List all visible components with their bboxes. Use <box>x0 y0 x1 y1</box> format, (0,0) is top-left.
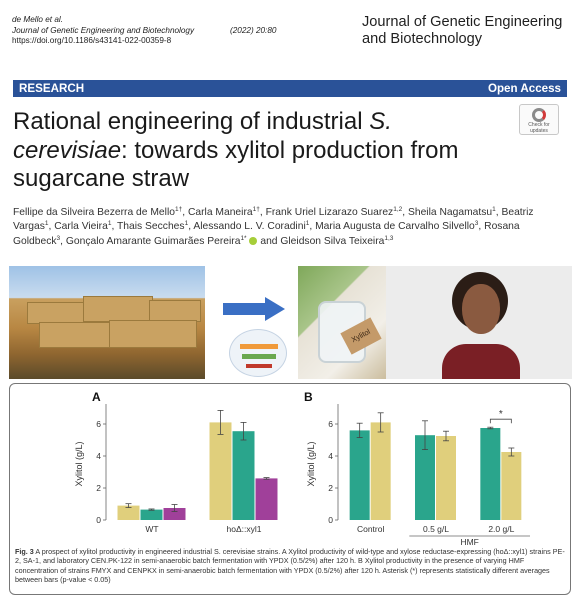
citation-block <box>12 15 277 47</box>
right-arrow-icon <box>223 297 285 321</box>
author-affiliation: 1,3 <box>384 234 394 242</box>
straw-bales-image <box>9 266 205 379</box>
citation-journal: Journal of Genetic Engineering and Biotechnology <box>12 25 195 35</box>
y-tick-label: 2 <box>96 483 101 493</box>
author-affiliation: 1* <box>240 234 247 242</box>
citation-authors: de Mello et al. <box>12 15 63 24</box>
shirt-shape <box>442 344 520 379</box>
author-name[interactable]: Beatriz Vargas <box>13 207 534 233</box>
author-affiliation: 1 <box>184 220 189 228</box>
author-affiliation: 3 <box>56 234 61 242</box>
author-affiliation: 1 <box>107 220 112 228</box>
significance-label: * <box>498 409 503 421</box>
badge-text-2: updates <box>530 127 548 134</box>
update-icon <box>532 108 546 122</box>
face-shape <box>462 284 500 334</box>
plasmid-diagram-icon <box>229 329 287 377</box>
author-name[interactable]: Fellipe da Silveira Bezerra de Mello <box>13 207 175 218</box>
citation-doi[interactable]: https://doi.org/10.1186/s43141-022-00359-8 <box>12 36 172 46</box>
x-tick-label: hoΔ::xyl1 <box>226 524 262 534</box>
bar <box>501 452 521 520</box>
author-affiliation: 1† <box>174 206 183 213</box>
bale-shape <box>83 296 153 322</box>
author-affiliation: 1,2 <box>393 206 403 213</box>
bar <box>256 478 278 520</box>
y-axis-label: Xylitol (g/L) <box>74 441 84 487</box>
bar <box>210 422 232 520</box>
author-list: Fellipe da Silveira Bezerra de Mello$^{1\dagger}$, Carla Maneira$^{1\dagger}$, Frank Uriel Lizarazo Suarez$^{1,2}$, Sheila Nagamatsu$^1$, Beatriz Vargas$^1$, Carla Vieira$^1$, Thais Secches$^1$, Alessando L. V. Coradini$^1$, Maria Augusta de Carvalho Silvello$^3$, Rosana Goldbeck$^3$, Gonçalo Amarante Guimarães Pereira$^{1*}$ and Gleidson Silva Teixeira$^{1,3}$ <box>13 206 534 247</box>
author-affiliation: 1 <box>44 220 49 228</box>
chart-a <box>70 398 295 548</box>
citation-year: (2022) 20:80 <box>230 25 277 35</box>
x-tick-label: 0.5 g/L <box>423 524 449 534</box>
bar <box>436 436 456 520</box>
y-tick-label: 4 <box>96 451 101 461</box>
y-axis-label: Xylitol (g/L) <box>306 441 316 487</box>
woman-photo <box>386 266 572 379</box>
research-label: RESEARCH <box>19 82 85 95</box>
article-title <box>13 108 493 194</box>
research-bar <box>13 80 567 97</box>
y-tick-label: 4 <box>328 451 333 461</box>
process-graphic <box>205 266 295 379</box>
bar <box>371 422 391 520</box>
y-tick-label: 6 <box>96 419 101 429</box>
author-name[interactable]: and Gleidson Silva Teixeira <box>260 235 385 247</box>
caption-label: Fig. 3 <box>15 547 34 556</box>
panel-b-letter: B <box>304 390 313 404</box>
x-tick-label: WT <box>145 524 159 534</box>
bale-shape <box>109 320 197 348</box>
author-name[interactable]: Carla Maneira <box>187 207 253 218</box>
orcid-icon[interactable] <box>249 237 257 245</box>
bar <box>141 510 163 520</box>
panel-a-letter: A <box>92 390 101 404</box>
figure-caption <box>15 547 568 585</box>
author-name[interactable]: Rosana Goldbeck <box>13 221 520 247</box>
author-name[interactable]: Alessando L. V. Coradini <box>193 221 306 233</box>
journal-name: Journal of Genetic Engineering and Biotechnology <box>362 14 563 47</box>
author-name[interactable]: Thais Secches <box>117 221 185 233</box>
author-name[interactable]: Frank Uriel Lizarazo Suarez <box>265 207 394 218</box>
jar-label: Xylitol <box>340 317 381 354</box>
author-name[interactable]: Gonçalo Amarante Guimarães Pereira <box>65 235 241 247</box>
xylitol-jar-image <box>298 266 386 379</box>
title-part-1: Rational engineering of industrial <box>13 108 370 135</box>
author-affiliation: 3 <box>474 220 479 228</box>
bale-shape <box>27 302 87 324</box>
title-part-2: : towards xylitol production from sugarcane straw <box>13 136 459 192</box>
bar <box>350 430 370 520</box>
badge-text-1: Check for <box>528 122 550 128</box>
open-access-label: Open Access <box>487 82 561 95</box>
author-affiliation: 1 <box>492 206 496 213</box>
title-species: S. cerevisiae <box>13 108 392 164</box>
group-label: HMF <box>460 537 479 547</box>
y-tick-label: 0 <box>96 515 101 525</box>
author-name[interactable]: Carla Vieira <box>54 221 108 233</box>
bale-shape <box>39 322 113 348</box>
check-for-updates-badge[interactable] <box>519 104 559 135</box>
author-affiliation: 1 <box>305 220 310 228</box>
bar <box>480 428 500 520</box>
author-name[interactable]: Maria Augusta de Carvalho Silvello <box>315 221 475 233</box>
chart-b <box>302 398 542 548</box>
bar <box>233 431 255 520</box>
y-tick-label: 2 <box>328 483 333 493</box>
y-tick-label: 6 <box>328 419 333 429</box>
author-name[interactable]: Sheila Nagamatsu <box>407 207 493 218</box>
x-tick-label: Control <box>356 524 385 534</box>
caption-text: A prospect of xylitol productivity in engineered industrial S. cerevisiae strains. A Xylitol productivity of wild-type and xylose reductase-expressing (hoΔ::xyl1) strains PE-2, SA-1, and laboratory CEN.PK-122 in semi-anaerobic batch fermentation with YPDX (0.5/2%) after 120 h. B Xylitol productivity in the presence of varying HMF concentration of strains FMYX and CENPKX in semi-anaerobic batch fermentation with YPDX (0.5/2%) after 120 h. Asterisk (*) represents statistically different averages between bars (p-value < 0.05) <box>15 547 565 585</box>
bale-shape <box>149 300 201 322</box>
x-tick-label: 2.0 g/L <box>488 524 515 534</box>
author-affiliation: 1† <box>252 206 260 213</box>
y-tick-label: 0 <box>328 515 333 525</box>
